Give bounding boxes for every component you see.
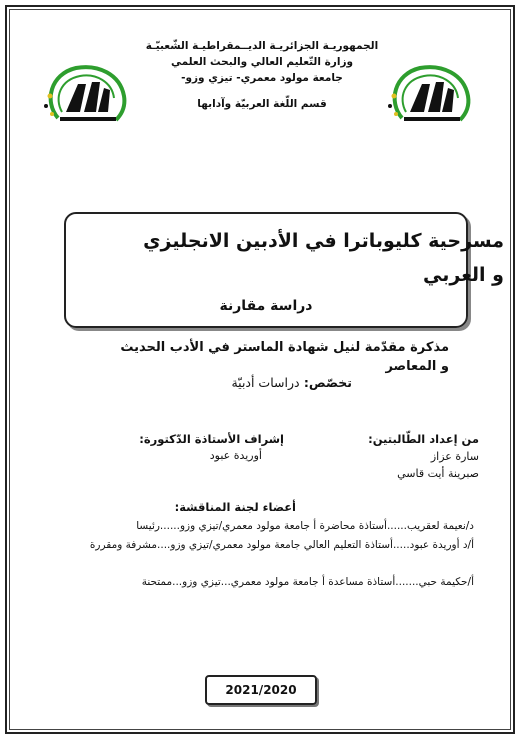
supervisor-name: أوريدة عبود	[209, 449, 262, 462]
university-logo-right	[384, 62, 474, 124]
students-names	[369, 448, 479, 482]
specialty	[231, 375, 352, 390]
students-label: من إعداد الطّالبتين:	[368, 432, 479, 446]
jury-member: أ/حكيمة حبي.......أستاذة مساعدة أ جامعة مولود معمري...تيزي وزو...ممتحنة	[141, 576, 474, 588]
header-ministry: وزارة التّعليم العالي والبحث العلمي	[170, 56, 354, 68]
header-republic: الجمهوريـة الجزائريـة الديــمقراطيـة الشّعبيّـة	[145, 40, 379, 52]
specialty-value: دراسات أدبيّة	[231, 375, 300, 390]
thesis-title: مسرحية كليوباترا في الأدبين الانجليزي و العربي	[143, 230, 504, 286]
student-name: صبرينة أيت قاسي	[397, 467, 479, 480]
jury-member: د/نعيمة لعقريب......أستاذة محاضرة أ جامعة مولود معمري/تيزي وزو......رئيسا	[136, 520, 474, 532]
university-logo-left	[40, 62, 130, 124]
specialty-label: تخصّص:	[303, 375, 352, 390]
header-university: جامعة مولود معمري- تيزي وزو-	[181, 72, 343, 84]
academic-year: 2021/2020	[205, 675, 317, 705]
memo-description: مذكرة مقدّمة لنيل شهادة الماستر في الأدب الحديث و المعاصر	[120, 340, 449, 374]
jury-label: أعضاء لجنة المناقشة:	[174, 500, 296, 514]
thesis-subtitle: دراسة مقارنة	[219, 298, 313, 314]
student-name: سارة عزاز	[430, 450, 479, 463]
jury-member: أ/د أوريدة عبود.....أستاذة التعليم العالي جامعة مولود معمري/تيزي وزو....مشرفة ومقررة	[89, 539, 474, 551]
header-department: قسم اللّغة العربيّة وآدابها	[197, 98, 327, 110]
supervisor-label: إشراف الأستاذة الدّكتورة:	[139, 432, 284, 446]
